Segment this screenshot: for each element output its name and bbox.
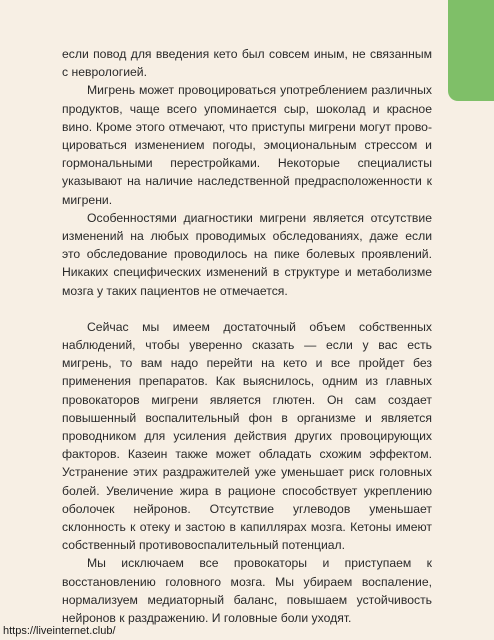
paragraph-diagnostics: Особенностями диагностики мигрени является отсутствие изменений на любых проводимых обследованиях, даже если это обследование проводилось на пике болевых проявлений. Никаких специфических изменений в структуре и метаболизме мозга у таких пациентов не отмечается. xyxy=(62,210,432,298)
paragraph-recovery: Мы исключаем все провокаторы и приступаем к восстановлению головного мозга. Мы убираем воспаление, нормализуем медиаторный баланс, повышаем устойчивость нейронов к раздражению. И головные боли уходят. xyxy=(62,556,432,626)
paragraph-migraine-triggers: Мигрень может провоцироваться употреблением различных продуктов, чаще всего упоминается сыр, шоколад и красное вино. Кроме этого отмечают, что приступы мигрени могут провоцироваться изменением погоды, эмоциональным стрессом и гормональными перестройками. Некоторые специалисты указывают на наличие наследственной предрасположенности к мигрени. xyxy=(62,83,432,207)
chapter-tab xyxy=(448,0,494,101)
paragraph-observations: Сейчас мы имеем достаточный объем собственных наблюдений, чтобы уверенно сказать — если у вас есть мигрень, то вам надо перейти на кето и все пройдет без применения препаратов. Как выяснилось, одним из главных провокаторов мигрени является глютен. Он сам создает повышенный воспалительный фон в организме и является проводником для усиления действия других провоцирующих факторов. Казеин также может обладать схожим эффектом. Устранение этих раздражителей уже уменьшает риск головных болей. Увеличение жира в рационе способствует укреплению оболочек нейронов. Отсутствие углеводов уменьшает склонность к отеку и застою в капиллярах мозга. Кетоны имеют собственный противовоспалительный потенциал. xyxy=(62,319,432,553)
paragraph-continuation: если повод для введения кето был совсем иным, не связанным с неврологией. xyxy=(62,47,432,80)
source-url: https://liveinternet.club/ xyxy=(3,625,116,637)
page-body-text xyxy=(62,45,432,627)
